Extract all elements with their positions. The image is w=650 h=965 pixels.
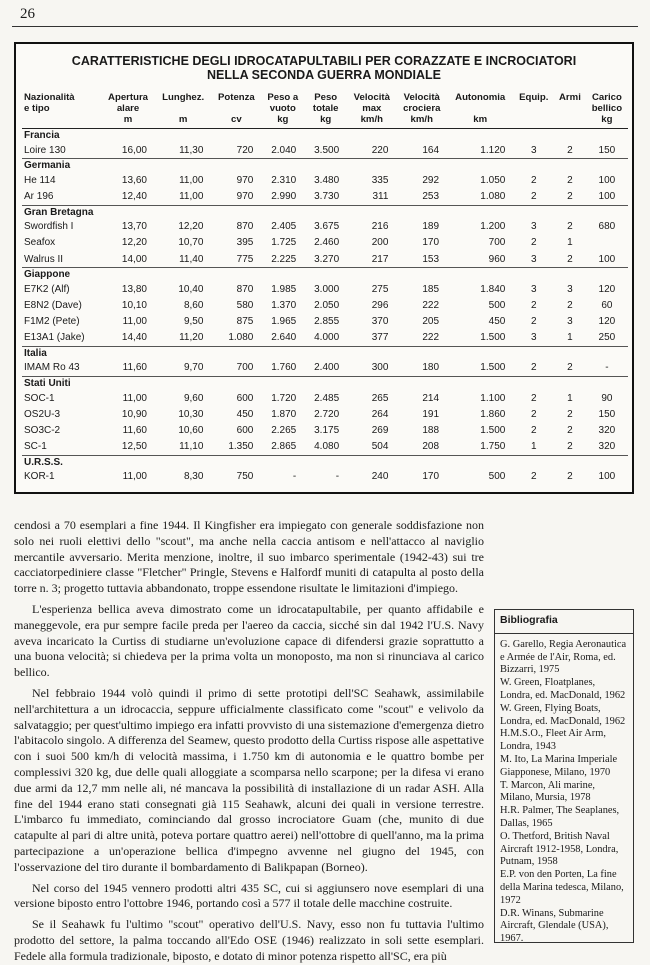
country-row [22, 205, 628, 219]
table-cell: 2 [530, 471, 537, 483]
table-cell: 1.500 [480, 362, 506, 374]
table-cell: 12,20 [178, 221, 204, 233]
table-cell: 1 [530, 441, 537, 453]
aircraft-type-cell: E8N2 (Dave) [24, 299, 82, 311]
table-cell: 1.870 [271, 408, 297, 420]
table-cell: 2 [530, 408, 537, 420]
table-cell: 13,80 [121, 283, 147, 295]
bibliography-entry: O. Thetford, British Naval Aircraft 1912-1958, Londra, Putnam, 1958 [500, 830, 619, 868]
table-cell: 870 [236, 283, 254, 295]
table-cell: 311 [372, 190, 389, 202]
table-cell: 1.750 [480, 441, 506, 453]
table-row [22, 390, 628, 406]
table-cell: 3.270 [314, 253, 340, 265]
table-cell: 500 [488, 299, 506, 311]
table-cell: 2 [567, 299, 573, 311]
table-cell: 1.985 [271, 283, 297, 295]
table-cell: 185 [422, 283, 440, 295]
table-row [22, 297, 628, 313]
table-cell: 2.265 [271, 425, 297, 437]
table-cell: 700 [236, 362, 254, 374]
table-cell: 600 [236, 425, 254, 437]
table-cell: 2 [530, 316, 537, 328]
table-cell: 11,00 [122, 392, 147, 404]
table-cell: 700 [488, 237, 506, 249]
table-cell: 9,60 [183, 392, 204, 404]
paragraph: cendosi a 70 esemplari a fine 1944. Il Kingfisher era impiegato con generale soddisfazione non solo nei ruoli elettivi dello "scout", ma anche nella caccia antisom e nell'attacco al naviglio mercantile avversario. Merita menzione, inoltre, il suo imbarco sperimentale (1942-43) sui tre cacciatorpediniere classe "Fletcher" Pringle, Stevens e Halfordf muniti di catapulta al posto della torre n. 3; progetto tuttavia abbandonato, troppe essendone risultate le limitazioni d'impiego. [14, 518, 484, 596]
table-cell: 10,90 [121, 408, 147, 420]
table-title [16, 54, 632, 82]
table-cell: 3.675 [314, 221, 340, 233]
table-cell: 16,00 [121, 144, 147, 156]
table-row [22, 406, 628, 422]
table-cell: 90 [601, 392, 613, 404]
table-cell: 100 [598, 190, 616, 202]
table-cell: 970 [236, 190, 254, 202]
table-cell: 265 [371, 392, 389, 404]
table-cell: 3.175 [314, 425, 340, 437]
country-label: Francia [24, 130, 60, 141]
table-cell: 1.720 [271, 392, 297, 404]
table-cell: 2 [567, 144, 573, 156]
table-cell: 8,60 [183, 299, 204, 311]
table-cell: 188 [422, 425, 440, 437]
table-header-row [22, 92, 628, 129]
aircraft-type-cell: KOR-1 [24, 471, 55, 483]
table-cell: 2 [530, 174, 537, 186]
table-cell: 2 [567, 471, 573, 483]
table-cell: 8,30 [183, 471, 204, 483]
table-cell: 3 [530, 144, 537, 156]
table-cell: 4.080 [314, 441, 340, 453]
table-cell: 2 [530, 362, 537, 374]
table-cell: 214 [422, 392, 440, 404]
table-cell: 2.640 [271, 332, 297, 344]
column-header: Velocità crociera km/h [403, 92, 441, 125]
table-cell: 2.460 [314, 237, 340, 249]
table-cell: 335 [371, 174, 389, 186]
table-cell: 170 [422, 237, 440, 249]
aircraft-table [22, 92, 628, 485]
table-cell: 2.400 [314, 362, 340, 374]
table-cell: 10,30 [178, 408, 204, 420]
table-cell: 1.500 [480, 332, 506, 344]
country-label: Giappone [22, 268, 628, 282]
table-cell: 680 [598, 221, 616, 233]
table-row [22, 360, 628, 377]
table-cell: 14,00 [121, 253, 147, 265]
aircraft-type-cell: Loire 130 [24, 144, 66, 156]
table-cell: 2 [567, 362, 573, 374]
column-header: Equip. [519, 92, 549, 103]
bibliography-box [494, 609, 634, 943]
table-cell: 9,70 [183, 362, 204, 374]
table-cell: 370 [371, 316, 389, 328]
table-cell: 11,30 [179, 144, 204, 156]
table-cell: 2 [530, 425, 537, 437]
column-header: Peso a vuoto kg [267, 92, 299, 125]
table-cell: 13,70 [121, 221, 147, 233]
table-cell: 450 [236, 408, 254, 420]
table-title-line1: CARATTERISTICHE DEGLI IDROCATAPULTABILI PER CORAZZATE E INCROCIATORI [71, 54, 577, 68]
aircraft-type-cell: E7K2 (Alf) [24, 283, 70, 295]
country-row [22, 268, 628, 282]
table-row [22, 188, 628, 205]
table-cell: 208 [422, 441, 440, 453]
table-row [22, 422, 628, 438]
table-cell: 253 [422, 190, 440, 202]
table-cell: 3 [530, 221, 537, 233]
table-cell: 9,50 [183, 316, 204, 328]
table-cell: 1.100 [480, 392, 506, 404]
country-label: Germania [22, 159, 628, 173]
top-rule [12, 26, 638, 27]
table-cell: 292 [422, 174, 440, 186]
table-cell: 395 [236, 237, 254, 249]
table-cell: 100 [598, 174, 616, 186]
table-row [22, 469, 628, 485]
aircraft-type-cell: Walrus II [24, 253, 64, 265]
table-cell: 1.080 [480, 190, 506, 202]
table-row [22, 172, 628, 188]
table-cell: 960 [488, 253, 506, 265]
aircraft-type-cell: Seafox [24, 237, 56, 249]
table-cell: 1.350 [228, 441, 254, 453]
table-cell: 1.965 [271, 316, 297, 328]
bibliography-entry: G. Garello, Regia Aeronautica e Armée de l'Air, Roma, ed. Bizzarri, 1975 [500, 638, 627, 676]
country-row [22, 377, 628, 391]
table-row [22, 439, 628, 456]
table-cell: 1.860 [480, 408, 506, 420]
aircraft-type-cell: SOC-1 [24, 392, 55, 404]
table-body [22, 129, 628, 486]
table-cell: 240 [371, 471, 389, 483]
aircraft-type-cell: Ar 196 [24, 190, 54, 202]
aircraft-table-box [14, 42, 634, 494]
article-body [14, 518, 484, 965]
table-cell: 11,00 [179, 190, 204, 202]
table-cell: 250 [598, 332, 616, 344]
country-row [22, 455, 628, 469]
aircraft-type-cell: SO3C-2 [24, 425, 61, 437]
table-cell: 1.760 [271, 362, 297, 374]
paragraph: Se il Seahawk fu l'ultimo "scout" operativo dell'U.S. Navy, esso non fu tuttavia l'ultimo prodotto del settore, la palma toccando all'Edo OSE (1946) realizzato in soli sette esemplari. Fedele alla formula tradizionale, biposto, e dotato di minor potenza rispetto all'SC, era più [14, 917, 484, 963]
table-cell: 2 [567, 190, 573, 202]
table-cell: 2.720 [314, 408, 340, 420]
bibliography-list [500, 639, 628, 946]
table-cell: 580 [236, 299, 254, 311]
table-row [22, 251, 628, 268]
table-row [22, 314, 628, 330]
bibliography-entry: H.R. Palmer, The Seaplanes, Dallas, 1965 [500, 805, 620, 829]
table-cell: 2 [567, 221, 573, 233]
table-cell: 150 [598, 408, 616, 420]
table-cell: 11,00 [122, 471, 147, 483]
table-cell: 1 [567, 237, 573, 249]
table-cell: 870 [236, 221, 254, 233]
table-cell: 11,60 [122, 425, 147, 437]
table-cell: 11,00 [179, 174, 204, 186]
table-cell: 970 [236, 174, 254, 186]
table-cell: 2.050 [314, 299, 340, 311]
bibliography-entry: D.R. Winans, Submarine Aircraft, Glendale (USA), 1967. [500, 907, 609, 945]
table-cell: - [605, 362, 609, 374]
table-cell: 11,40 [179, 253, 204, 265]
table-cell: 2 [567, 408, 573, 420]
table-cell: 205 [422, 316, 440, 328]
table-cell: 2 [567, 174, 573, 186]
table-cell: 3 [567, 316, 573, 328]
table-cell: 180 [422, 362, 440, 374]
aircraft-type-cell: F1M2 (Pete) [24, 316, 80, 328]
table-cell: 3 [530, 332, 537, 344]
table-cell: 3 [530, 253, 537, 265]
table-cell: 222 [422, 299, 440, 311]
table-cell: 275 [371, 283, 389, 295]
column-header: Armi [559, 92, 581, 103]
country-label: Gran Bretagna [22, 205, 628, 219]
table-cell: 296 [371, 299, 389, 311]
table-cell: 1.050 [480, 174, 506, 186]
bibliography-entry: E.P. von den Porten, La fine della Marina tedesca, Milano, 1972 [500, 869, 624, 906]
table-cell: 10,70 [178, 237, 204, 249]
page-number: 26 [20, 6, 35, 22]
column-header: Autonomia km [455, 92, 506, 125]
table-cell: 720 [236, 144, 254, 156]
table-cell: 320 [598, 425, 616, 437]
bibliography-title: Bibliografia [495, 614, 633, 634]
aircraft-type-cell: OS2U-3 [24, 408, 61, 420]
table-cell: 269 [371, 425, 389, 437]
table-cell: 775 [236, 253, 254, 265]
table-cell: 1.725 [271, 237, 297, 249]
bibliography-entry: T. Marcon, Ali marine, Milano, Mursia, 1978 [500, 779, 596, 804]
table-cell: 3.730 [314, 190, 340, 202]
table-cell: 217 [371, 253, 389, 265]
table-cell: 750 [236, 471, 254, 483]
column-header: Peso totale kg [312, 92, 339, 125]
table-cell: 60 [601, 299, 613, 311]
table-cell: 10,60 [178, 425, 204, 437]
table-cell: 153 [422, 253, 440, 265]
table-cell: 3.480 [314, 174, 340, 186]
table-cell: 2 [567, 441, 573, 453]
table-cell: 100 [598, 471, 616, 483]
table-cell: 2.405 [271, 221, 297, 233]
table-row [22, 142, 628, 159]
table-cell: 12,50 [121, 441, 147, 453]
table-cell: 10,40 [178, 283, 204, 295]
aircraft-type-cell: E13A1 (Jake) [24, 332, 85, 344]
table-row [22, 235, 628, 251]
table-cell: 13,60 [121, 174, 147, 186]
country-row [22, 159, 628, 173]
paragraph: Nel febbraio 1944 volò quindi il primo di sette prototipi dell'SC Seahawk, assimilabile nell'architettura a un idrocaccia, seppure ufficialmente classificato come "scout" e velivolo da salvataggio; per quest'ultimo impiego era infatti provvisto di una sistemazione d'emergenza dietro l'abitacolo singolo. A differenza del Seamew, questo prodotto della Curtiss rispose alle aspettative con i suoi 500 km/h di velocità massima, i 1.750 km di autonomia e le quattro bombe per complessivi 320 kg, due delle quali alloggiate a scomparsa nello scarpone; per la difesa vi erano due armi da 12,7 mm nelle ali, né mancava la possibilità di installazione di un radar ASH. Alla fine del 1944 erano stati consegnati già 115 Seahawk, alcuni dei quali in versione terrestre. L'imbarco fu immediato, cominciando dal grosso incrociatore Guam (che, munito di due catapulte al pari di altre unità, poteva portare quattro aerei) nell'ottobre di quell'anno, ma la prima partecipazione a un'operazione bellica d'impegno avvenne nel giugno del 1945, con l'osservazione del tiro durante il bombardamento di Balikpapan (Borneo). [14, 685, 484, 874]
table-cell: 1.200 [480, 221, 506, 233]
table-cell: 170 [422, 471, 440, 483]
table-row [22, 281, 628, 297]
table-cell: 320 [598, 441, 616, 453]
table-cell: 1.120 [480, 144, 506, 156]
table-cell: 2.040 [271, 144, 297, 156]
table-cell: 2 [530, 392, 537, 404]
country-label: U.R.S.S. [22, 455, 628, 469]
table-cell: 11,00 [122, 316, 147, 328]
table-cell: 10,10 [121, 299, 147, 311]
bibliography-entry: M. Ito, La Marina Imperiale Giapponese, Milano, 1970 [500, 753, 618, 778]
table-cell: 3 [567, 283, 573, 295]
table-cell: 3 [530, 283, 537, 295]
paragraph: L'esperienza bellica aveva dimostrato come un idrocatapultabile, per quanto affidabile e maneggevole, era pur sempre facile preda per l'aereo da caccia, sicché sin dal 1942 l'U.S. Navy aveva incaricato la Curtiss di studiarne un'evoluzione capace di difendersi grazie soprattutto a una buona velocità; si chiedeva per la prima volta un monoposto, ma non si rinunciava al carico bellico. [14, 601, 484, 680]
table-cell: 4.000 [314, 332, 340, 344]
bibliography-entry: W. Green, Floatplanes, Londra, ed. MacDonald, 1962 [500, 677, 626, 701]
table-cell: 1.080 [228, 332, 254, 344]
table-cell: 220 [371, 144, 389, 156]
bibliography-entry: H.M.S.O., Fleet Air Arm, Londra, 1943 [500, 728, 606, 753]
table-cell: 11,60 [122, 362, 147, 374]
table-cell: 216 [371, 221, 389, 233]
table-cell: 875 [236, 316, 254, 328]
table-cell: 11,10 [179, 441, 204, 453]
table-cell: 2.990 [271, 190, 297, 202]
country-label: Italia [22, 346, 628, 360]
table-title-line2: NELLA SECONDA GUERRA MONDIALE [206, 68, 442, 82]
table-cell: 222 [422, 332, 440, 344]
table-cell: 2 [530, 299, 537, 311]
table-cell: - [335, 471, 340, 483]
table-cell: 1.500 [480, 425, 506, 437]
table-cell: 377 [371, 332, 389, 344]
country-row [22, 346, 628, 360]
aircraft-type-cell: He 114 [24, 174, 56, 186]
table-cell: 3.000 [314, 283, 340, 295]
table-cell: 300 [371, 362, 389, 374]
country-label: Stati Uniti [22, 377, 628, 391]
aircraft-type-cell: IMAM Ro 43 [24, 362, 80, 374]
table-cell: 120 [598, 316, 616, 328]
aircraft-type-cell: SC-1 [24, 441, 47, 453]
table-cell: 500 [488, 471, 506, 483]
table-cell: 450 [488, 316, 506, 328]
table-cell: 189 [422, 221, 440, 233]
table-cell: - [292, 471, 297, 483]
table-cell: 2 [530, 190, 537, 202]
table-cell: 2.310 [271, 174, 297, 186]
table-cell: 2 [567, 425, 573, 437]
table-cell: 264 [371, 408, 389, 420]
table-cell: 11,20 [179, 332, 204, 344]
column-header: Lunghez. m [162, 92, 205, 125]
table-cell: 1.370 [271, 299, 297, 311]
table-cell: 1.840 [480, 283, 506, 295]
table-cell [586, 235, 628, 251]
table-cell: 1 [567, 332, 573, 344]
table-cell: 100 [598, 253, 616, 265]
country-row [22, 129, 628, 143]
column-header: Apertura alare m [108, 92, 149, 125]
table-cell: 2.485 [314, 392, 340, 404]
table-cell: 150 [598, 144, 616, 156]
table-cell: 600 [236, 392, 254, 404]
table-row [22, 330, 628, 347]
table-cell: 3.500 [314, 144, 340, 156]
column-header: Velocità max km/h [353, 92, 390, 125]
column-header: Carico bellico kg [591, 92, 623, 125]
aircraft-type-cell: Swordfish I [24, 221, 74, 233]
paragraph: Nel corso del 1945 vennero prodotti altri 435 SC, cui si aggiunsero nove esemplari di una versione biposto entro l'ottobre 1946, portando così a 577 il totale delle macchine costruite. [14, 880, 484, 911]
table-cell: 12,20 [121, 237, 147, 249]
table-cell: 1 [567, 392, 573, 404]
table-cell: 191 [422, 408, 440, 420]
table-cell: 2.865 [271, 441, 297, 453]
table-cell: 504 [371, 441, 389, 453]
table-cell: 2.225 [271, 253, 297, 265]
table-cell: 12,40 [121, 190, 147, 202]
table-cell: 164 [422, 144, 440, 156]
table-row [22, 219, 628, 235]
table-cell: 2.855 [314, 316, 340, 328]
bibliography-entry: W. Green, Flying Boats, Londra, ed. MacDonald, 1962 [500, 702, 626, 727]
table-cell: 2 [530, 237, 537, 249]
table-cell: 200 [371, 237, 389, 249]
column-header: Nazionalità e tipo [24, 92, 75, 114]
table-cell: 14,40 [121, 332, 147, 344]
table-cell: 2 [567, 253, 573, 265]
column-header: Potenza cv [217, 92, 255, 125]
table-cell: 120 [598, 283, 616, 295]
